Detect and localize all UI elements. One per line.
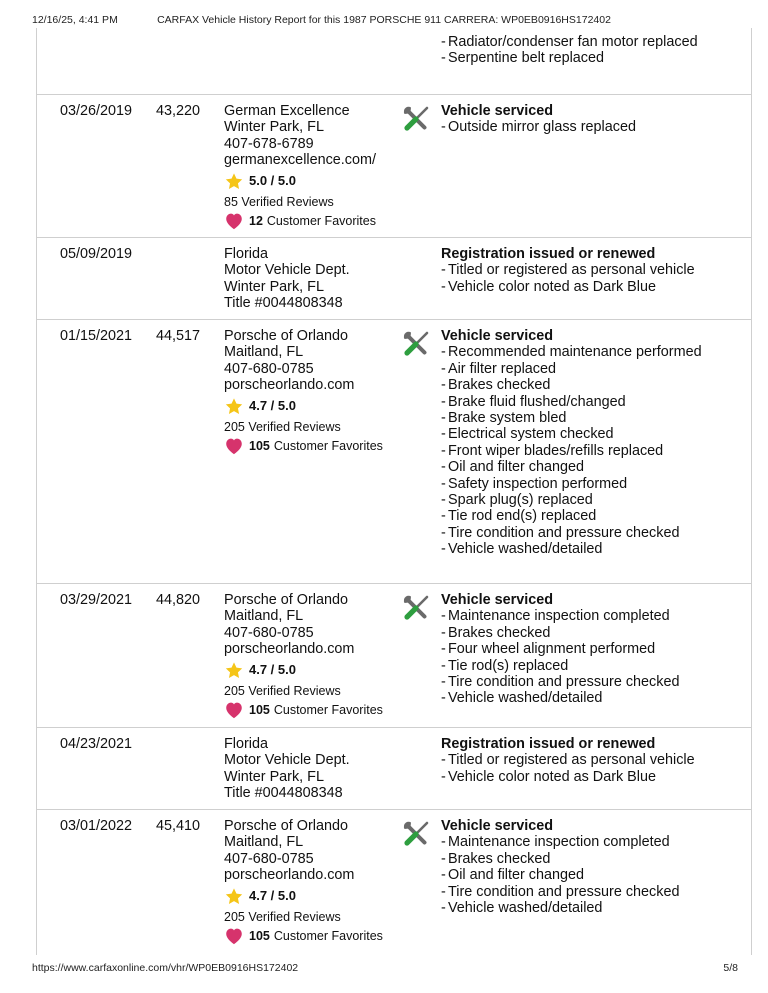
record-event-title: Vehicle serviced — [441, 103, 554, 119]
favorites-label: Customer Favorites — [266, 213, 376, 228]
record-date: 01/15/2021 — [60, 328, 133, 344]
source-line: Porsche of Orlando — [224, 592, 348, 608]
record-odometer: 44,820 — [156, 592, 201, 608]
source-line: 407-680-0785 — [224, 850, 314, 867]
record-details — [441, 592, 751, 707]
record-details — [441, 736, 751, 785]
source-line: Maitland, FL — [224, 344, 304, 361]
record-source — [224, 328, 404, 456]
record-event-item: - Front wiper blades/refills replaced — [441, 443, 751, 459]
favorites-count: 105 — [249, 702, 270, 717]
source-line: Motor Vehicle Dept. — [224, 752, 350, 769]
verified-reviews-link[interactable]: 85 Verified Reviews — [224, 194, 334, 209]
print-url[interactable]: https://www.carfaxonline.com/vhr/WP0EB0916HS172402 — [32, 962, 299, 974]
wrench-screwdriver-icon — [402, 105, 430, 133]
history-record-row — [36, 319, 752, 583]
record-event-title: Vehicle serviced — [441, 592, 554, 608]
record-details — [441, 818, 751, 916]
favorites-label: Customer Favorites — [273, 928, 383, 943]
record-event-title: Vehicle serviced — [441, 818, 554, 834]
source-line: Winter Park, FL — [224, 768, 324, 785]
record-event-item: - Titled or registered as personal vehicle — [441, 752, 751, 768]
record-event-item: - Brakes checked — [441, 377, 751, 393]
record-details — [441, 328, 751, 558]
source-line: Title #0044808348 — [224, 785, 343, 802]
record-event-item: - Tire condition and pressure checked — [441, 884, 751, 900]
record-event-item: - Spark plug(s) replaced — [441, 492, 751, 508]
favorites-count: 105 — [249, 928, 270, 943]
source-line: Maitland, FL — [224, 608, 304, 625]
source-line: Florida — [224, 246, 268, 262]
source-line: germanexcellence.com/ — [224, 152, 376, 169]
record-event-list — [441, 752, 751, 785]
star-icon — [224, 887, 244, 906]
page-number: 5/8 — [723, 962, 738, 974]
record-event-item: - Brakes checked — [441, 851, 751, 867]
rating-score: 5.0 / 5.0 — [249, 173, 296, 189]
record-event-item: - Air filter replaced — [441, 361, 751, 377]
record-event-item: - Maintenance inspection completed — [441, 608, 751, 624]
record-event-title: Vehicle serviced — [441, 328, 554, 344]
wrench-screwdriver-icon — [402, 330, 430, 358]
favorites-label: Customer Favorites — [273, 438, 383, 453]
record-event-list — [441, 344, 751, 557]
heart-icon — [224, 437, 244, 455]
record-event-list — [441, 119, 751, 135]
record-details — [441, 103, 751, 136]
record-event-list — [441, 834, 751, 916]
record-event-item: - Four wheel alignment performed — [441, 641, 751, 657]
record-date: 03/29/2021 — [60, 592, 133, 608]
record-event-item: - Oil and filter changed — [441, 459, 751, 475]
record-details — [441, 34, 751, 67]
record-event-item: - Oil and filter changed — [441, 867, 751, 883]
record-event-list — [441, 34, 751, 67]
source-line: porscheorlando.com — [224, 867, 355, 884]
customer-favorites — [224, 437, 404, 456]
record-event-title: Registration issued or renewed — [441, 736, 656, 752]
heart-icon — [224, 701, 244, 719]
record-event-title: Registration issued or renewed — [441, 246, 656, 262]
record-event-item: - Tie rod(s) replaced — [441, 658, 751, 674]
record-event-item: - Electrical system checked — [441, 426, 751, 442]
history-record-row — [36, 237, 752, 319]
record-event-item: - Brake system bled — [441, 410, 751, 426]
history-record-row — [36, 583, 752, 727]
record-date: 03/01/2022 — [60, 818, 133, 834]
record-event-item: - Vehicle color noted as Dark Blue — [441, 279, 751, 295]
print-timestamp: 12/16/25, 4:41 PM — [32, 14, 118, 26]
record-event-item: - Maintenance inspection completed — [441, 834, 751, 850]
record-date: 04/23/2021 — [60, 736, 133, 752]
customer-favorites — [224, 701, 404, 720]
heart-icon — [224, 212, 244, 230]
favorites-label: Customer Favorites — [273, 702, 383, 717]
dealer-rating[interactable] — [224, 886, 404, 908]
record-event-item: - Tire condition and pressure checked — [441, 674, 751, 690]
record-event-item: - Vehicle washed/detailed — [441, 900, 751, 916]
record-odometer: 43,220 — [156, 103, 201, 119]
customer-favorites — [224, 927, 404, 946]
customer-favorites — [224, 212, 404, 231]
verified-reviews-link[interactable]: 205 Verified Reviews — [224, 909, 341, 924]
star-icon — [224, 172, 244, 191]
favorites-count: 12 — [249, 213, 263, 228]
wrench-screwdriver-icon — [402, 820, 430, 848]
record-date: 03/26/2019 — [60, 103, 133, 119]
record-date: 05/09/2019 — [60, 246, 133, 262]
rating-score: 4.7 / 5.0 — [249, 662, 296, 678]
history-record-row — [36, 94, 752, 237]
print-header — [0, 14, 768, 28]
source-line: Porsche of Orlando — [224, 818, 348, 834]
history-record-row — [36, 809, 752, 955]
source-line: Florida — [224, 736, 268, 752]
record-source — [224, 246, 404, 312]
source-line: Maitland, FL — [224, 834, 304, 851]
source-line: Title #0044808348 — [224, 295, 343, 312]
record-event-item: - Outside mirror glass replaced — [441, 119, 751, 135]
dealer-rating[interactable] — [224, 396, 404, 418]
verified-reviews-link[interactable]: 205 Verified Reviews — [224, 419, 341, 434]
record-event-item: - Tire condition and pressure checked — [441, 525, 751, 541]
record-source — [224, 818, 404, 946]
record-event-item: - Safety inspection performed — [441, 476, 751, 492]
record-source — [224, 103, 404, 231]
favorites-count: 105 — [249, 438, 270, 453]
record-details — [441, 246, 751, 295]
record-event-item: - Vehicle color noted as Dark Blue — [441, 769, 751, 785]
record-event-list — [441, 262, 751, 295]
rating-score: 4.7 / 5.0 — [249, 398, 296, 414]
verified-reviews-link[interactable]: 205 Verified Reviews — [224, 683, 341, 698]
dealer-rating[interactable] — [224, 660, 404, 682]
history-record-row — [36, 28, 752, 94]
source-line: 407-680-0785 — [224, 360, 314, 377]
record-event-item: - Recommended maintenance performed — [441, 344, 751, 360]
source-line: porscheorlando.com — [224, 641, 355, 658]
record-odometer: 45,410 — [156, 818, 201, 834]
record-event-item: - Radiator/condenser fan motor replaced — [441, 34, 751, 50]
source-line: German Excellence — [224, 103, 350, 119]
source-line: 407-680-0785 — [224, 624, 314, 641]
wrench-screwdriver-icon — [402, 594, 430, 622]
history-record-row — [36, 727, 752, 809]
record-source — [224, 592, 404, 720]
rating-score: 4.7 / 5.0 — [249, 888, 296, 904]
record-event-item: - Vehicle washed/detailed — [441, 690, 751, 706]
star-icon — [224, 397, 244, 416]
record-source — [224, 736, 404, 802]
heart-icon — [224, 927, 244, 945]
source-line: Motor Vehicle Dept. — [224, 262, 350, 279]
record-event-item: - Titled or registered as personal vehicle — [441, 262, 751, 278]
record-event-item: - Brake fluid flushed/changed — [441, 394, 751, 410]
source-line: 407-678-6789 — [224, 135, 314, 152]
record-event-item: - Vehicle washed/detailed — [441, 541, 751, 557]
record-event-list — [441, 608, 751, 706]
record-odometer: 44,517 — [156, 328, 201, 344]
dealer-rating[interactable] — [224, 171, 404, 193]
source-line: porscheorlando.com — [224, 377, 355, 394]
record-event-item: - Serpentine belt replaced — [441, 50, 751, 66]
print-page-title: CARFAX Vehicle History Report for this 1987 PORSCHE 911 CARRERA: WP0EB0916HS172402 — [157, 14, 611, 26]
source-line: Winter Park, FL — [224, 278, 324, 295]
source-line: Winter Park, FL — [224, 119, 324, 136]
print-footer — [0, 962, 768, 976]
star-icon — [224, 661, 244, 680]
source-line: Porsche of Orlando — [224, 328, 348, 344]
record-event-item: - Brakes checked — [441, 625, 751, 641]
record-event-item: - Tie rod end(s) replaced — [441, 508, 751, 524]
